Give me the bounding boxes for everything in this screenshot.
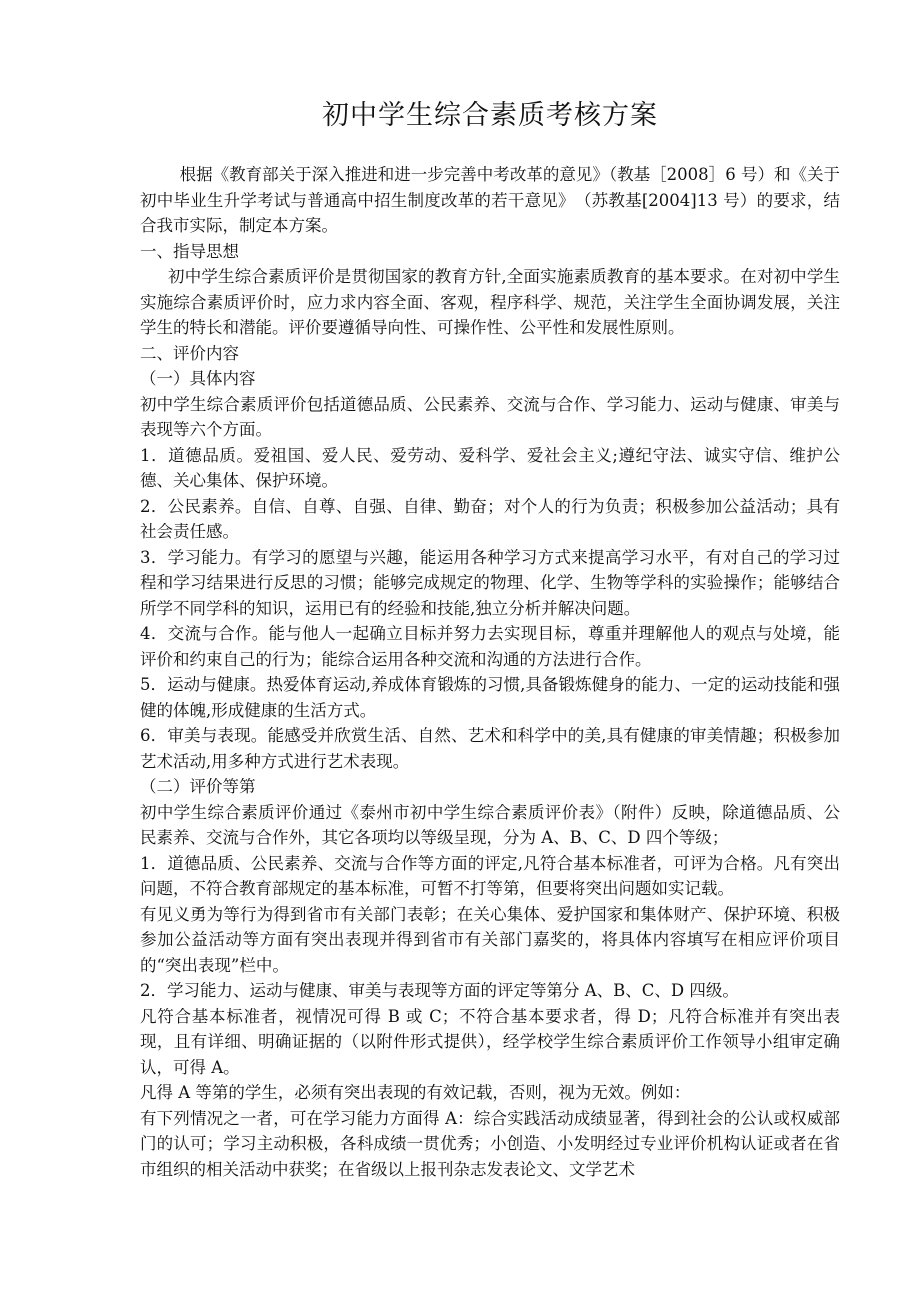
grading-paragraph: 2．学习能力、运动与健康、审美与表现等方面的评定等第分 A、B、C、D 四级。 <box>140 981 739 1000</box>
subsection-heading-specific-content: （一）具体内容 <box>140 369 256 388</box>
specific-content-intro: 初中学生综合素质评价包括道德品质、公民素养、交流与合作、学习能力、运动与健康、审美与表现等六个方面。 <box>140 394 840 439</box>
subsection-heading-grading: （二）评价等第 <box>140 777 256 796</box>
content-item-aesthetics: 6．审美与表现。能感受并欣赏生活、自然、艺术和科学中的美,具有健康的审美情趣；积极参加艺术活动,用多种方式进行艺术表现。 <box>140 726 840 771</box>
intro-paragraph: 根据《教育部关于深入推进和进一步完善中考改革的意见》（教基［2008］6 号）和《关于初中毕业生升学考试与普通高中招生制度改革的若干意见》 （苏教基[2004]13 号）的要求，结合我市实际，制定本方案。 <box>140 165 840 235</box>
guiding-thought-paragraph: 初中学生综合素质评价是贯彻国家的教育方针,全面实施素质教育的基本要求。在对初中学生实施综合素质评价时，应力求内容全面、客观，程序科学、规范，关注学生全面协调发展，关注学生的特长和潜能。评价要遵循导向性、可操作性、公平性和发展性原则。 <box>140 267 840 337</box>
grading-paragraph: 有下列情况之一者，可在学习能力方面得 A：综合实践活动成绩显著，得到社会的公认或权威部门的认可；学习主动积极，各科成绩一贯优秀；小创造、小发明经过专业评价机构认证或者在省市组织的相关活动中获奖；在省级以上报刊杂志发表论文、文学艺术 <box>140 1108 840 1179</box>
section-heading-guiding-thought: 一、指导思想 <box>140 241 239 261</box>
grading-paragraph: 凡符合基本标准者，视情况可得 B 或 C；不符合基本要求者，得 D；凡符合标准并有突出表现，且有详细、明确证据的（以附件形式提供），经学校学生综合素质评价工作领导小组审定确认，可得 A。 <box>140 1006 840 1077</box>
grading-paragraph: 1．道德品质、公民素养、交流与合作等方面的评定,凡符合基本标准者，可评为合格。凡有突出问题，不符合教育部规定的基本标准，可暂不打等第，但要将突出问题如实记载。 <box>140 853 840 898</box>
grading-paragraph: 凡得 A 等第的学生，必须有突出表现的有效记载，否则，视为无效。例如： <box>140 1083 691 1102</box>
content-item-communication: 4．交流与合作。能与他人一起确立目标并努力去实现目标，尊重并理解他人的观点与处境，能评价和约束自己的行为；能综合运用各种交流和沟通的方法进行合作。 <box>140 624 840 669</box>
content-item-learning: 3．学习能力。有学习的愿望与兴趣，能运用各种学习方式来提高学习水平，有对自己的学习过程和学习结果进行反思的习惯；能够完成规定的物理、化学、生物等学科的实验操作；能够结合所学不同学科的知识，运用已有的经验和技能,独立分析并解决问题。 <box>140 547 840 618</box>
content-item-sports: 5．运动与健康。热爱体育运动,养成体育锻炼的习惯,具备锻炼健身的能力、一定的运动技能和强健的体魄,形成健康的生活方式。 <box>140 675 840 720</box>
grading-paragraph: 有见义勇为等行为得到省市有关部门表彰；在关心集体、爱护国家和集体财产、保护环境、积极参加公益活动等方面有突出表现并得到省市有关部门嘉奖的，将具体内容填写在相应评价项目的“突出表现”栏中。 <box>140 904 840 975</box>
document-title: 初中学生综合素质考核方案 <box>322 100 658 131</box>
section-heading-evaluation-content: 二、评价内容 <box>140 343 239 363</box>
content-item-civic: 2．公民素养。自信、自尊、自强、自律、勤奋；对个人的行为负责；积极参加公益活动；具有社会责任感。 <box>140 496 840 541</box>
content-item-moral: 1．道德品质。爱祖国、爱人民、爱劳动、爱科学、爱社会主义;遵纪守法、诚实守信、维护公德、关心集体、保护环境。 <box>140 445 840 490</box>
grading-paragraph: 初中学生综合素质评价通过《泰州市初中学生综合素质评价表》（附件）反映，除道德品质、公民素养、交流与合作外，其它各项均以等级呈现，分为 A、B、C、D 四个等级； <box>140 802 840 847</box>
document-page <box>140 96 840 1182</box>
